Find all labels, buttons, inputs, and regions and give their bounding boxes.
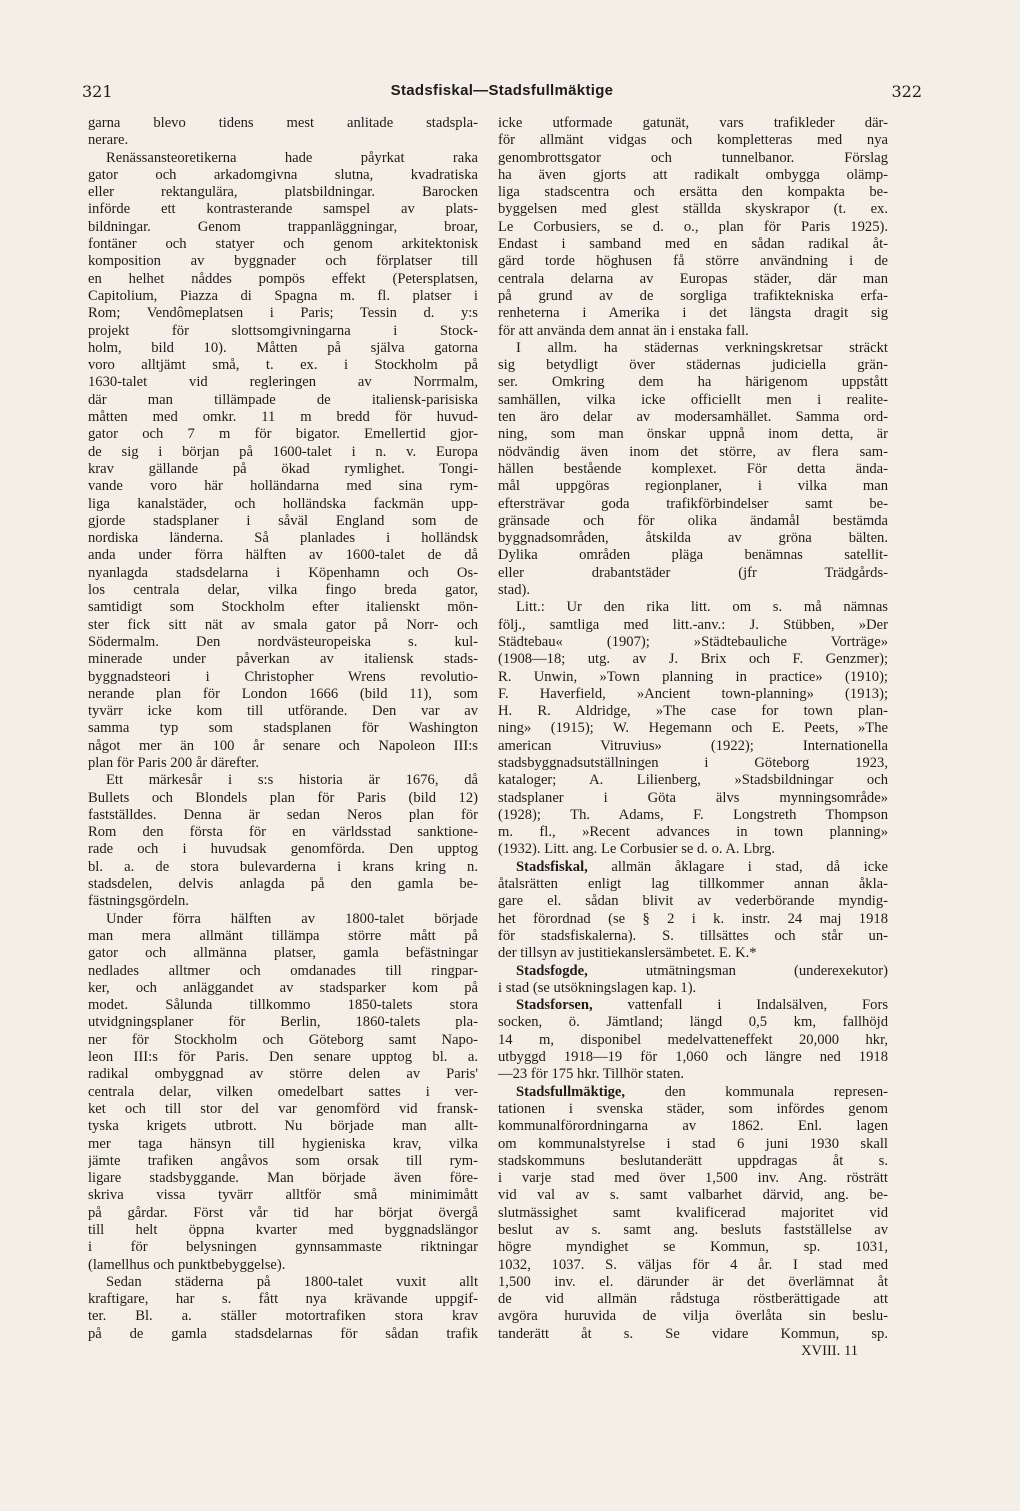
text-line — [88, 1239, 478, 1256]
line-text: införde ett kontrasterande samspel av plats- — [88, 201, 478, 218]
text-line — [88, 738, 478, 755]
line-text: slutmässighet samt kvalificerad majoritet vid — [498, 1204, 888, 1221]
text-line — [88, 1049, 478, 1066]
entry-headword: Stadsforsen, — [516, 997, 593, 1014]
text-line — [88, 582, 478, 599]
text-line — [498, 911, 888, 928]
line-text: gjorde stadsplaner i såväl England som de — [88, 512, 478, 529]
text-line — [498, 1257, 888, 1274]
text-line — [88, 686, 478, 703]
line-text: Dylika områden pläga benämnas satellit- — [498, 547, 888, 564]
text-line — [498, 253, 888, 270]
text-line — [498, 582, 888, 599]
line-text: garna blevo tidens mest anlitade stadspla- — [88, 115, 478, 131]
text-line — [88, 496, 478, 513]
line-text: utmätningsman (underexekutor) — [587, 962, 888, 979]
line-text: gator och 7 m för bigator. Emellertid gjor- — [88, 426, 478, 443]
line-text: ser. Omkring dem ha härigenom uppstått — [498, 374, 888, 391]
text-line — [498, 271, 888, 288]
page-number-left: 321 — [82, 82, 113, 101]
line-text: bildningar. Genom trappanläggningar, broar, — [88, 218, 478, 235]
line-text: american Vitruvius» (1922); Internationella — [498, 737, 888, 754]
line-text: hällen bestående komplexet. För detta ända- — [498, 460, 888, 477]
text-line — [88, 374, 478, 391]
line-text: leon III:s för Paris. Den senare upptog bl. a. — [88, 1049, 478, 1066]
text-line — [88, 824, 478, 841]
line-text: på grund av de sorgliga trafiktekniska erfa- — [498, 287, 888, 304]
text-line — [498, 513, 888, 530]
line-text: fästningsgördeln. — [88, 893, 189, 910]
text-line — [88, 1014, 478, 1031]
line-text: tyska krigets utbrott. Nu började man allt- — [88, 1118, 478, 1135]
line-text: plan för Paris 200 år därefter. — [88, 754, 260, 771]
line-text: för allmänt vidgas och kompletteras med nya — [498, 132, 888, 149]
text-line — [498, 617, 888, 634]
text-line — [88, 1153, 478, 1170]
text-line — [88, 859, 478, 876]
line-text: gator och arkadomgivna slutna, kvadratiska — [88, 166, 478, 183]
text-line — [498, 444, 888, 461]
line-text: Le Corbusiers, se d. o., plan för Paris 1925). — [498, 218, 888, 235]
line-text: stadsplaner i Göta älvs mynningsområde» — [498, 789, 888, 806]
text-line — [88, 911, 478, 928]
line-text: följ., samtliga med litt.-anv.: J. Stübben, »Der — [498, 616, 888, 633]
text-line — [498, 1084, 888, 1101]
page-number-right: 322 — [891, 82, 922, 101]
text-line — [498, 236, 888, 253]
line-text: samma typ som stadsplanen för Washington — [88, 720, 478, 737]
line-text: centrala delar, vilken omedelbart sattes i ver- — [88, 1083, 478, 1100]
line-text: eftersträvar goda trafikförbindelser samt be- — [498, 495, 888, 512]
line-text: åtalsrätten enligt lag tillkommer annan åkla- — [498, 876, 888, 893]
line-text: Renässansteoretikerna hade påyrkat raka — [106, 149, 478, 166]
text-line — [498, 703, 888, 720]
line-text: utbyggd 1918—19 för 1,060 och längre ned 1918 — [498, 1049, 888, 1066]
text-line — [88, 530, 478, 547]
line-text: komposition av byggnader och förplatser till — [88, 253, 478, 270]
text-line — [498, 132, 888, 149]
line-text: Sedan städerna på 1800-talet vuxit allt — [106, 1273, 478, 1290]
line-text: kommunalförordningarna av 1862. Enl. lagen — [498, 1118, 888, 1135]
line-text: 14 m, disponibel medelvatteneffekt 20,000 hkr, — [498, 1031, 888, 1048]
line-text: eller drabantstäder (jfr Trädgårds- — [498, 564, 888, 581]
text-line — [88, 772, 478, 789]
line-text: (1932). Litt. ang. Le Corbusier se d. o. A. Lbrg. — [498, 841, 775, 858]
line-text: en helhet nåddes pompös effekt (Petersplatsen, — [88, 270, 478, 287]
line-text: i varje stad med över 1,500 inv. Ang. rösträtt — [498, 1170, 888, 1187]
line-text: gränsade och för olika ändamål bestämda — [498, 512, 888, 529]
line-text: man mera allmänt tillämpa större mått på — [88, 927, 478, 944]
line-text: högre myndighet se Kommun, sp. 1031, — [498, 1239, 888, 1256]
text-line — [88, 1170, 478, 1187]
line-text: nordiska länderna. Så planlades i holländsk — [88, 530, 478, 547]
text-line — [498, 392, 888, 409]
line-text: byggelsen med glest ställda skyskrapor (t. ex. — [498, 201, 888, 218]
line-text: nödvändig även inom det större, av flera sam- — [498, 443, 888, 460]
text-line — [88, 426, 478, 443]
text-line — [498, 824, 888, 841]
line-text: Capitolium, Piazza di Spagna m. fl. platser i — [88, 287, 478, 304]
text-line — [498, 1049, 888, 1066]
text-line — [498, 755, 888, 772]
text-line — [88, 703, 478, 720]
text-line — [498, 1343, 888, 1360]
line-text: byggnadsområden, åtskilda av gröna bälten. — [498, 530, 888, 547]
text-line — [498, 945, 888, 962]
text-line — [88, 928, 478, 945]
text-line — [498, 1066, 888, 1083]
text-line — [498, 1274, 888, 1291]
text-line — [498, 1205, 888, 1222]
line-text: tanderätt åt s. Se vidare Kommun, sp. — [498, 1325, 888, 1342]
line-text: renheterna i Amerika i det längsta dragit sig — [498, 305, 888, 322]
text-line — [88, 167, 478, 184]
text-line — [498, 1101, 888, 1118]
line-text: 1,500 inv. el. därunder är det överlämnat åt — [498, 1273, 888, 1290]
entry-headword: Stadsfullmäktige, — [516, 1083, 626, 1100]
line-text: ner för Stockholm och Göteborg samt Napo- — [88, 1031, 478, 1048]
text-line — [88, 790, 478, 807]
text-line — [498, 669, 888, 686]
line-text: tationen i svenska städer, som infördes genom — [498, 1100, 888, 1117]
text-line — [88, 945, 478, 962]
line-text: krav gällande på ökad rymlighet. Tongi- — [88, 460, 478, 477]
line-text: Endast i samband med en sådan radikal åt- — [498, 236, 888, 253]
text-line — [498, 530, 888, 547]
text-line — [498, 115, 888, 132]
line-text: 1630-talet vid regleringen av Norrmalm, — [88, 374, 478, 391]
text-line — [498, 876, 888, 893]
line-text: skriva vissa tyvärr alltför små minimimått — [88, 1187, 478, 1204]
line-text: på de gamla stadsdelarnas för sådan trafik — [88, 1325, 478, 1342]
line-text: projekt för slottsomgivningarna i Stock- — [88, 322, 478, 339]
text-line — [88, 1205, 478, 1222]
line-text: fontäner och statyer och genom arkitektonisk — [88, 236, 478, 253]
line-text: ning» (1915); W. Hegemann och E. Peets, »The — [498, 720, 888, 737]
text-line — [498, 565, 888, 582]
text-line — [88, 132, 478, 149]
line-text: Litt.: Ur den rika litt. om s. må nämnas — [516, 599, 888, 616]
line-text: de vid allmän rådstuga röstberättigade att — [498, 1291, 888, 1308]
line-text: utvidgningsplaner för Berlin, 1860-talets pla- — [88, 1014, 478, 1031]
line-text: något mer än 100 år senare och Napoleon III:s — [88, 737, 478, 754]
text-line — [88, 1257, 478, 1274]
text-line — [498, 478, 888, 495]
text-line — [88, 1326, 478, 1343]
line-text: stad). — [498, 582, 531, 599]
line-text: stadskommuns beslutanderätt uppdragas åt s. — [498, 1152, 888, 1169]
text-line — [88, 201, 478, 218]
text-line — [88, 478, 478, 495]
line-text: nerare. — [88, 132, 129, 149]
text-line — [88, 1274, 478, 1291]
text-line — [498, 201, 888, 218]
line-text: om kommunalstyrelse i stad 6 juni 1930 skall — [498, 1135, 888, 1152]
line-text: ket och till stor del var genomförd vid fransk- — [88, 1100, 478, 1117]
line-text: radikal ombyggnad av större delen av Paris' — [88, 1066, 478, 1083]
text-line — [88, 997, 478, 1014]
text-line — [498, 374, 888, 391]
text-line — [498, 980, 888, 997]
text-line — [88, 461, 478, 478]
text-line — [498, 963, 888, 980]
text-line — [88, 357, 478, 374]
right-column — [498, 115, 888, 1360]
text-line — [498, 426, 888, 443]
text-line — [88, 1222, 478, 1239]
text-line — [498, 1187, 888, 1204]
line-text: het förordnad (se § 2 i k. instr. 24 maj 1918 — [498, 910, 888, 927]
text-line — [88, 980, 478, 997]
line-text: XVIII. 11 — [800, 1343, 858, 1360]
line-text: I allm. ha städernas verkningskretsar sträckt — [516, 339, 888, 356]
text-line — [498, 547, 888, 564]
line-text: allmän åklagare i stad, då icke — [587, 858, 888, 875]
text-line — [498, 1153, 888, 1170]
line-text: för att använda dem annat än i enstaka fall. — [498, 322, 749, 339]
line-text: nerande plan för London 1666 (bild 11), som — [88, 685, 478, 702]
line-text: i stad (se utsökningslagen kap. 1). — [498, 979, 697, 996]
text-line — [88, 1066, 478, 1083]
text-line — [88, 409, 478, 426]
text-line — [498, 1222, 888, 1239]
line-text: ligare stadsbyggande. Man började även före- — [88, 1170, 478, 1187]
line-text: vattenfall i Indalsälven, Fors — [592, 997, 888, 1014]
line-text: samtidigt som Stockholm efter italienskt mön- — [88, 599, 478, 616]
text-line — [88, 876, 478, 893]
line-text: —23 för 175 hkr. Tillhör staten. — [498, 1066, 685, 1083]
line-text: liga kanalstäder, och holländska fackmän upp- — [88, 495, 478, 512]
text-line — [498, 1032, 888, 1049]
text-line — [498, 184, 888, 201]
text-line — [498, 1239, 888, 1256]
line-text: tyvärr icke kom till utförande. Den var av — [88, 703, 478, 720]
line-text: los centrala delar, vilka fingo breda gator, — [88, 582, 478, 599]
line-text: jämte trafiken angåvos som orsak till rym- — [88, 1152, 478, 1169]
running-head-title: Stadsfiskal—Stadsfullmäktige — [390, 82, 614, 99]
line-text: (1928); Th. Adams, F. Longstreth Thompson — [498, 806, 888, 823]
text-line — [88, 288, 478, 305]
line-text: ter. Bl. a. ställer motortrafiken stora krav — [88, 1308, 478, 1325]
text-line — [88, 1136, 478, 1153]
text-line — [498, 738, 888, 755]
line-text: m. fl., »Recent advances in town planning» — [498, 824, 888, 841]
text-line — [88, 392, 478, 409]
text-line — [88, 807, 478, 824]
text-line — [88, 340, 478, 357]
line-text: H. R. Aldridge, »The case for town plan- — [498, 703, 888, 720]
text-line — [88, 1084, 478, 1101]
line-text: ker, och anläggandet av stadsparker kom på — [88, 979, 478, 996]
line-text: samhällen, vilka icke officiellt men i realite- — [498, 391, 888, 408]
line-text: holm, bild 10). Måtten på själva gatorna — [88, 339, 478, 356]
line-text: minerade under påverkan av italiensk stads- — [88, 651, 478, 668]
text-line — [88, 651, 478, 668]
text-line — [498, 893, 888, 910]
text-line — [88, 841, 478, 858]
line-text: socken, ö. Jämtland; längd 0,5 km, fallhöjd — [498, 1014, 888, 1031]
text-line — [88, 305, 478, 322]
line-text: fastställdes. Denna är sedan Neros plan för — [88, 806, 478, 823]
line-text: till helt öppna kvarter med byggnadslängor — [88, 1222, 478, 1238]
line-text: bl. a. de stora bulevarderna i krans kring n. — [88, 858, 478, 875]
line-text: nyanlagda stadsdelarna i Köpenhamn och Os- — [88, 564, 478, 581]
text-line — [498, 167, 888, 184]
line-text: mål uppgöras regionplaner, i vilka man — [498, 478, 888, 495]
line-text: ha även gjorts att radikalt ombygga olämp- — [498, 166, 888, 183]
line-text: Södermalm. Den nordvästeuropeiska s. kul- — [88, 633, 478, 650]
text-line — [498, 1170, 888, 1187]
text-line — [498, 686, 888, 703]
text-line — [88, 323, 478, 340]
text-line — [88, 444, 478, 461]
text-line — [498, 323, 888, 340]
line-text: (lamellhus och punktbebyggelse). — [88, 1256, 286, 1273]
text-line — [88, 617, 478, 634]
text-line — [88, 115, 478, 132]
line-text: rade och i huvudsak genomförda. Den upptog — [88, 841, 478, 858]
line-text: stadsbyggnadsutställningen i Göteborg 1923, — [498, 754, 888, 771]
text-line — [88, 1308, 478, 1325]
text-line — [88, 253, 478, 270]
line-text: vid val av s. samt valbarhet därvid, ang. be- — [498, 1187, 888, 1204]
line-text: den kommunala represen- — [625, 1083, 888, 1100]
text-line — [88, 1101, 478, 1118]
line-text: vande voro här holländarna med sina rym- — [88, 478, 478, 495]
text-line — [498, 409, 888, 426]
line-text: för stadsfiskalerna). S. tillsättes och står un- — [498, 927, 888, 944]
line-text: F. Haverfield, »Ancient town-planning» (1913); — [498, 685, 888, 702]
text-line — [498, 1118, 888, 1135]
text-line — [498, 357, 888, 374]
text-line — [88, 1032, 478, 1049]
left-column — [88, 115, 478, 1343]
line-text: ten äro delar av modersamhället. Samma ord- — [498, 409, 888, 426]
line-text: Städtebau« (1907); »Städtebauliche Vorträge» — [498, 633, 888, 650]
line-text: stadsdelen, delvis anlagda på den gamla be- — [88, 876, 478, 893]
text-line — [498, 772, 888, 789]
line-text: på gårdar. Först vår tid har börjat övergå — [88, 1204, 478, 1221]
text-line — [498, 841, 888, 858]
text-line — [88, 219, 478, 236]
text-line — [88, 547, 478, 564]
text-line — [498, 928, 888, 945]
line-text: eller rektangulära, platsbildningar. Barocken — [88, 184, 478, 201]
line-text: anda under förra hälften av 1600-talet de då — [88, 547, 478, 564]
line-text: ning, som man önskar uppnå inom detta, är — [498, 426, 888, 443]
text-line — [498, 150, 888, 167]
line-text: voro alltjämt små, t. ex. i Stockholm på — [88, 357, 478, 374]
text-line — [498, 340, 888, 357]
text-line — [498, 859, 888, 876]
text-line — [498, 496, 888, 513]
line-text: måtten med omkr. 11 m bredd för huvud- — [88, 409, 478, 426]
line-text: centrala delarna av Europas städer, där man — [498, 270, 888, 287]
line-text: där man tillämpade de italiensk-parisiska — [88, 391, 478, 408]
line-text: ster fick sitt nät av smala gator på Norr- och — [88, 616, 478, 633]
text-line — [88, 755, 478, 772]
text-line — [498, 461, 888, 478]
text-line — [88, 963, 478, 980]
line-text: i för belysningen gynnsammaste riktningar — [88, 1239, 478, 1256]
text-line — [88, 1118, 478, 1135]
text-line — [88, 599, 478, 616]
line-text: Bullets och Blondels plan för Paris (bild 12) — [88, 789, 478, 806]
text-line — [498, 288, 888, 305]
line-text: Under förra hälften av 1800-talet började — [106, 910, 478, 927]
text-line — [498, 1308, 888, 1325]
line-text: Rom den första för en världsstad sanktione- — [88, 824, 478, 841]
line-text: modet. Sålunda tillkommo 1850-talets stora — [88, 997, 478, 1014]
text-line — [88, 634, 478, 651]
line-text: liga stadscentra och ersätta den kompakta be- — [498, 184, 888, 201]
text-line — [498, 997, 888, 1014]
text-line — [498, 651, 888, 668]
page-header — [82, 82, 922, 106]
text-line — [498, 807, 888, 824]
line-text: (1908—18; utg. av J. Brix och F. Genzmer); — [498, 651, 888, 668]
line-text: avgöra huruvida de vilja överlåta sin beslu- — [498, 1308, 888, 1325]
text-line — [498, 634, 888, 651]
line-text: byggnadsteori i Christopher Wrens revolutio- — [88, 668, 478, 685]
text-line — [498, 599, 888, 616]
entry-headword: Stadsfogde, — [516, 962, 588, 979]
line-text: beslut av s. samt ang. besluts fastställelse av — [498, 1222, 888, 1238]
line-text: Rom; Vendômeplatsen i Paris; Tessin d. y:s — [88, 305, 478, 322]
line-text: gärd torde höghusen få större användning i de — [498, 253, 888, 270]
line-text: gator och allmänna platser, gamla befästningar — [88, 945, 478, 962]
line-text: Ett märkesår i s:s historia är 1676, då — [106, 772, 478, 789]
text-line — [498, 790, 888, 807]
text-line — [88, 1187, 478, 1204]
text-line — [498, 1014, 888, 1031]
text-line — [88, 236, 478, 253]
line-text: de sig i början på 1600-talet i n. v. Europa — [88, 443, 478, 460]
entry-headword: Stadsfiskal, — [516, 858, 588, 875]
text-line — [88, 271, 478, 288]
line-text: icke utformade gatunät, vars trafikleder där- — [498, 115, 888, 131]
text-line — [88, 1291, 478, 1308]
line-text: kraftigare, har s. fått nya krävande uppgif- — [88, 1291, 478, 1308]
text-line — [88, 565, 478, 582]
line-text: gare el. sådan blivit av vederbörande myndig- — [498, 893, 888, 910]
line-text: kataloger; A. Lilienberg, »Stadsbildningar och — [498, 772, 888, 789]
line-text: der tillsyn av justitiekanslersämbetet. E. K.* — [498, 945, 757, 962]
text-line — [88, 184, 478, 201]
text-line — [498, 720, 888, 737]
text-line — [498, 1136, 888, 1153]
text-line — [498, 1291, 888, 1308]
text-line — [88, 513, 478, 530]
line-text: 1032, 1037. S. väljas för 4 år. I stad med — [498, 1256, 888, 1273]
line-text: sig betydligt över städernas judiciella grän- — [498, 357, 888, 374]
text-line — [88, 150, 478, 167]
line-text: genombrottsgator och tunnelbanor. Förslag — [498, 149, 888, 166]
text-line — [88, 720, 478, 737]
text-line — [88, 893, 478, 910]
line-text: nedlades alltmer och omdanades till ringpar- — [88, 962, 478, 979]
line-text: mer taga hänsyn till hygieniska krav, vilka — [88, 1135, 478, 1152]
text-line — [88, 669, 478, 686]
text-line — [498, 1326, 888, 1343]
text-line — [498, 305, 888, 322]
line-text: R. Unwin, »Town planning in practice» (1910); — [498, 668, 888, 685]
text-line — [498, 219, 888, 236]
